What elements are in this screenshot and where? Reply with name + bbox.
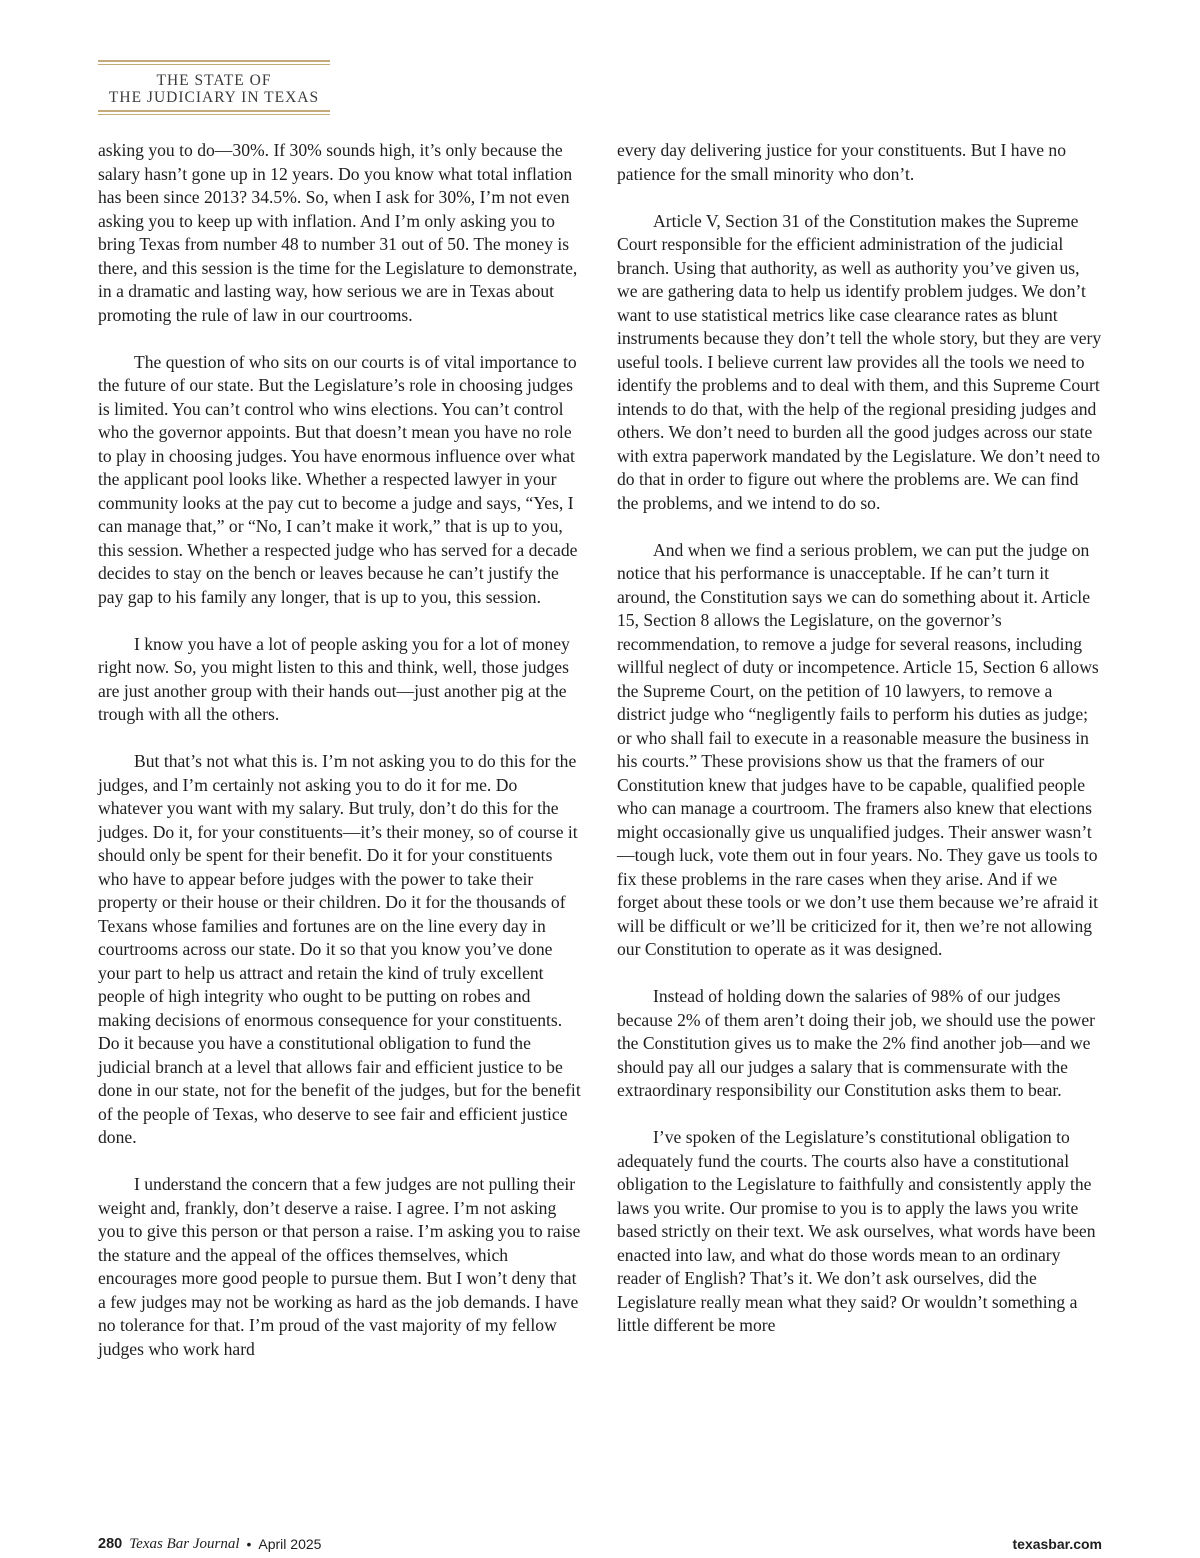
footer-left	[98, 1536, 321, 1553]
page-footer	[98, 1533, 1102, 1555]
paragraph: I know you have a lot of people asking you for a lot of money right now. So, you might listen to this and think, well, those judges are just another group with their hands out—just another pig at the trough with all the others.	[98, 633, 570, 724]
paragraph: And when we find a serious problem, we can put the judge on notice that his performance is unacceptable. If he can’t turn it around, the Constitution says we can do something about it. Article 15, Section 8 allows the Legislature, on the governor’s recommendation, to remove a judge for several reasons, including willful neglect of duty or incompetence. Article 15, Section 6 allows the Supreme Court, on the petition of 10 lawyers, to remove a district judge who “negligently fails to perform his duties as judge; or who shall fail to execute in a reasonable measure the business in his courts.” These provisions show us that the framers of our Constitution knew that judges have to be capable, qualified people who can manage a courtroom. The framers also knew that elections might occasionally give us unqualified judges. Their answer wasn’t—tough luck, vote them out in four years. No. They gave us tools to fix these problems in the rare cases when they arise. And if we forget about these tools or we don’t use them because we’re afraid it will be difficult or we’ll be criticized for it, then we’re not allowing our Constitution to operate as it was designed.	[617, 539, 1099, 959]
paragraph: asking you to do—30%. If 30% sounds high, it’s only because the salary hasn’t gone up in 12 years. Do you know what total inflation has been since 2013? 34.5%. So, when I ask for 30%, I’m not even asking you to keep up with inflation. And I’m only asking you to bring Texas from number 48 to number 31 out of 50. The money is there, and this session is the time for the Legislature to demonstrate, in a dramatic and lasting way, how serious we are in Texas about promoting the rule of law in our courtrooms.	[98, 140, 578, 325]
paragraph: I understand the concern that a few judges are not pulling their weight and, frankly, don’t deserve a raise. I agree. I’m not asking you to give this person or that person a raise. I’m asking you to raise the stature and the appeal of the offices themselves, which encourages more good people to pursue them. But I won’t deny that a few judges may not be working as hard as the job demands. I have no tolerance for that. I’m proud of the vast majority of my fellow judges who work hard	[98, 1174, 581, 1359]
header-top-rule	[98, 60, 330, 62]
paragraph: I’ve spoken of the Legislature’s constitutional obligation to adequately fund the courts. The courts also have a constitutional obligation to the Legislature to faithfully and consistently apply the laws you write. Our promise to you is to apply the laws you write based strictly on their text. We ask ourselves, what words have been enacted into law, and what do those words mean to an ordinary reader of English? That’s it. We don’t ask ourselves, did the Legislature really mean what they said? Or wouldn’t something a little different be more	[617, 1127, 1096, 1335]
website-link[interactable]: texasbar.com	[1012, 1536, 1102, 1552]
right-column	[617, 139, 1102, 1361]
journal-title: Texas Bar Journal	[129, 1535, 240, 1552]
section-title	[98, 65, 330, 110]
section-header	[98, 60, 330, 115]
header-bottom-rule	[98, 110, 330, 112]
section-title-line-2: THE JUDICIARY IN TEXAS	[108, 89, 320, 106]
section-title-line-1: THE STATE OF	[156, 72, 272, 89]
page-number: 280	[98, 1536, 123, 1552]
footer-bullet: •	[246, 1536, 252, 1552]
paragraph: The question of who sits on our courts is of vital importance to the future of our state. But the Legislature’s role in choosing judges is limited. You can’t control who wins elections. You can’t control who the governor appoints. But that doesn’t mean you have no role to play in choosing judges. You have enormous influence over what the applicant pool looks like. Whether a respected lawyer in your community looks at the pay cut to become a judge and says, “Yes, I can manage that,” or “No, I can’t make it work,” that is up to you, this session. Whether a respected judge who has served for a decade decides to stay on the bench or leaves because he can’t justify the pay gap to his family any longer, that is up to you, this session.	[98, 351, 578, 607]
issue-date: April 2025	[258, 1536, 322, 1552]
paragraph: But that’s not what this is. I’m not asking you to do this for the judges, and I’m certainly not asking you to do it for me. Do whatever you want with my salary. But truly, don’t do this for the judges. Do it, for your constituents—it’s their money, so of course it should only be spent for their benefit. Do it for your constituents who have to appear before judges with the power to take their property or their house or their children. Do it for the thousands of Texans whose families and fortunes are on the line every day in courtrooms across our state. Do it so that you know you’ve done your part to help us attract and retain the kind of truly excellent people of high integrity who ought to be putting on robes and making decisions of enormous consequence for your constituents. Do it because you have a constitutional obligation to fund the judicial branch at a level that allows fair and efficient justice to be done in our state, not for the benefit of the judges, but for the benefit of the people of Texas, who deserve to see fair and efficient justice done.	[98, 751, 581, 1147]
left-column	[98, 139, 582, 1385]
paragraph: every day delivering justice for your constituents. But I have no patience for the small minority who don’t.	[617, 140, 1067, 184]
paragraph: Article V, Section 31 of the Constitution makes the Supreme Court responsible for the efficient administration of the judicial branch. Using that authority, as well as authority you’ve given us, we are gathering data to help us identify problem judges. We don’t want to use statistical metrics like case clearance rates as blunt instruments because they don’t tell the whole story, but they are very useful tools. I believe current law provides all the tools we need to identify the problems and to deal with them, and this Supreme Court intends to do that, with the help of the regional presiding judges and others. We don’t need to burden all the good judges across our state with extra paperwork mandated by the Legislature. We don’t need to do that in order to figure out where the problems are. We can find the problems, and we intend to do so.	[617, 210, 1102, 513]
paragraph: Instead of holding down the salaries of 98% of our judges because 2% of them aren’t doing their job, we should use the power the Constitution gives us to make the 2% find another job—and we should pay all our judges a salary that is commensurate with the extraordinary responsibility our Constitution asks them to bear.	[617, 986, 1095, 1100]
header-bottom-rule-thin	[98, 114, 330, 115]
